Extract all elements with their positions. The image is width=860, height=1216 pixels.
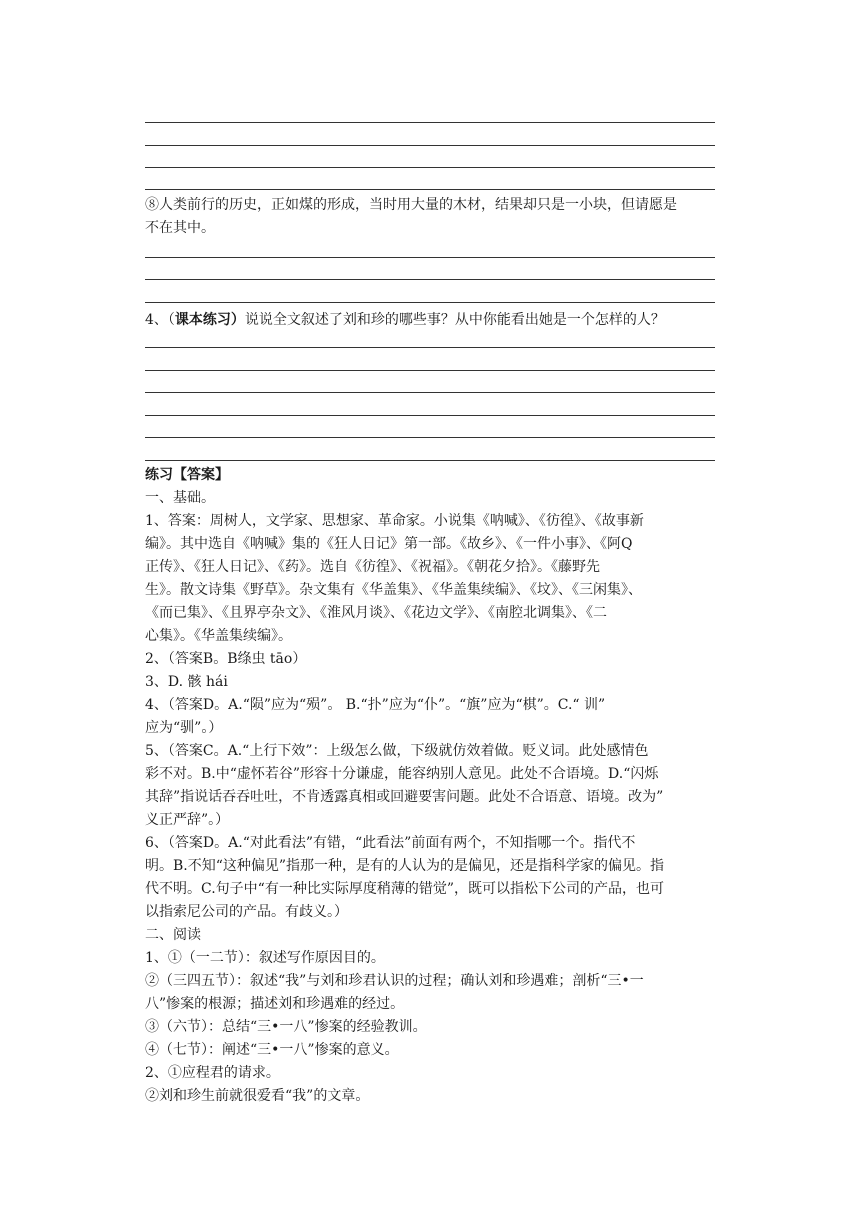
answer-line: [145, 189, 715, 190]
answer-line: [145, 460, 715, 461]
reading-1-line: 1、①（一二节）：叙述写作原因目的。: [145, 950, 385, 966]
answer-1-line: 正传》、《狂人日记》、《药》。选自《彷徨》、《祝福》。《朝花夕拾》。《藤野先: [145, 559, 600, 575]
answer-line: [145, 347, 715, 348]
answer-line: [145, 257, 715, 258]
question-4-text: [145, 309, 717, 332]
question-4: [145, 309, 717, 332]
question-4-body: 说说全文叙述了刘和珍的哪些事？从中你能看出她是一个怎样的人？: [244, 312, 665, 328]
answer-line: [145, 122, 715, 123]
answer-1-line: 编》。其中选自《呐喊》集的《狂人日记》第一部。《故乡》、《一件小事》、《阿Q: [145, 536, 633, 552]
reading-2-line: ②刘和珍生前就很爱看“我”的文章。: [145, 1088, 370, 1104]
answer-1-line: 《而已集》、《且界亭杂文》、《淮风月谈》、《花边文学》、《南腔北调集》、《二: [145, 605, 607, 621]
answer-section: [145, 464, 717, 1108]
answer-line: [145, 370, 715, 371]
answer-line: [145, 392, 715, 393]
reading-1-line: 八”惨案的根源；描述刘和珍遇难的经过。: [145, 996, 405, 1012]
answer-1-line: 心集》。《华盖集续编》。: [145, 628, 292, 644]
answer-title: 练习【答案】: [145, 467, 229, 483]
answer-line: [145, 302, 715, 303]
answer-6-line: 代不明。C.句子中“有一种比实际厚度稍薄的错觉”，既可以指松下公司的产品，也可: [145, 881, 664, 897]
answer-6-line: 明。B.不知“这种偏见”指那一种，是有的人认为的是偏见，还是指科学家的偏见。指: [145, 858, 665, 874]
answer-5-line: 其辞”指说话吞吞吐吐，不肯透露真相或回避要害问题。此处不合语意、语境。改为”: [145, 789, 664, 805]
question-8-line: 不在其中。: [145, 220, 215, 236]
answer-5-line: 彩不对。B.中“虚怀若谷”形容十分谦虚，能容纳别人意见。此处不合语境。D.“闪烁: [145, 766, 659, 782]
answer-1-line: 1、答案：周树人，文学家、思想家、革命家。小说集《呐喊》、《彷徨》、《故事新: [145, 513, 644, 529]
answer-4-line: 应为“驯”。）: [145, 720, 223, 736]
answer-5-line: 义正严辞”。）: [145, 812, 230, 828]
answer-2: 2、（答案B。B绦虫 tāo）: [145, 651, 307, 667]
reading-1-line: ③（六节）：总结“三•一八”惨案的经验教训。: [145, 1019, 427, 1035]
answer-line: [145, 415, 715, 416]
question-4-source: 课本练习）: [174, 312, 245, 328]
question-8: [145, 194, 717, 240]
question-4-prefix: 4、（: [145, 312, 175, 328]
answer-3: 3、D. 骸 hái: [145, 674, 228, 690]
answer-line: [145, 437, 715, 438]
answer-line: [145, 167, 715, 168]
question-8-line: ⑧人类前行的历史，正如煤的形成，当时用大量的木材，结果却只是一小块，但请愿是: [145, 197, 677, 213]
reading-1-line: ②（三四五节）：叙述“我”与刘和珍君认识的过程；确认刘和珍遇难；剖析“三•一: [145, 973, 644, 989]
answer-5-line: 5、（答案C。A.“上行下效”：上级怎么做，下级就仿效着做。贬义词。此处感情色: [145, 743, 649, 759]
reading-1-line: ④（七节）：阐述“三•一八”惨案的意义。: [145, 1042, 399, 1058]
section-heading: 二、阅读: [145, 927, 201, 943]
section-heading: 一、基础。: [145, 490, 215, 506]
reading-2-line: 2、①应程君的请求。: [145, 1065, 280, 1081]
answer-line: [145, 145, 715, 146]
answer-line: [145, 279, 715, 280]
answer-4-line: 4、（答案D。A.“陨”应为“殒”。 B.“扑”应为“仆”。“旗”应为“棋”。C.“ 训”: [145, 697, 606, 713]
answer-1-line: 生》。散文诗集《野草》。杂文集有《华盖集》、《华盖集续编》、《坟》、《三闲集》、: [145, 582, 642, 598]
answer-6-line: 以指索尼公司的产品。有歧义。）: [145, 904, 348, 920]
answer-6-line: 6、（答案D。A.“对此看法”有错，“此看法”前面有两个，不知指哪一个。指代不: [145, 835, 636, 851]
